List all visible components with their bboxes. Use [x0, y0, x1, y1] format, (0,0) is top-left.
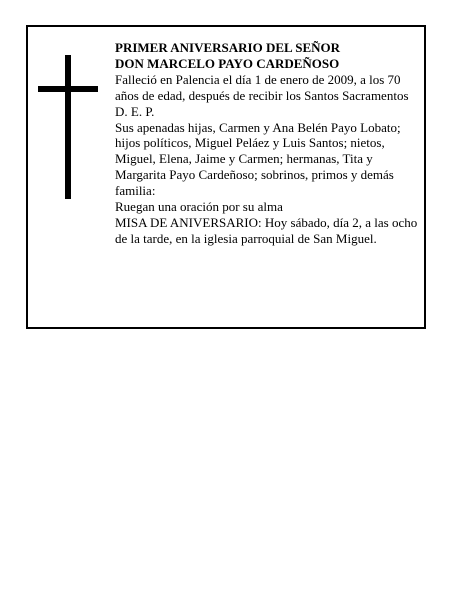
prayer-request: Ruegan una oración por su alma	[115, 199, 283, 215]
cross-icon	[38, 55, 98, 199]
cross-vertical-bar	[65, 55, 71, 199]
notice-title-line-2: DON MARCELO PAYO CARDEÑOSO	[115, 55, 340, 71]
cross-horizontal-bar	[38, 86, 98, 92]
obituary-notice	[26, 25, 426, 329]
death-info: Falleció en Palencia el día 1 de enero de 2009, a los 70 años de edad, después de recibir los Santos Sacramentos	[115, 71, 409, 103]
notice-title-line-1: PRIMER ANIVERSARIO DEL SEÑOR	[115, 40, 341, 55]
family-list: Sus apenadas hijas, Carmen y Ana Belén Payo Lobato; hijos políticos, Miguel Peláez y Luis Santos; nietos, Miguel, Elena, Jaime y Carmen; hermanas, Tita y Margarita Payo Cardeñoso; sobrinos, primos y demás familia:	[115, 119, 401, 199]
dep-line: D. E. P.	[115, 103, 155, 119]
notice-text	[115, 40, 425, 247]
mass-info: MISA DE ANIVERSARIO: Hoy sábado, día 2, a las ocho de la tarde, en la iglesia parroquial de San Miguel.	[115, 214, 418, 246]
